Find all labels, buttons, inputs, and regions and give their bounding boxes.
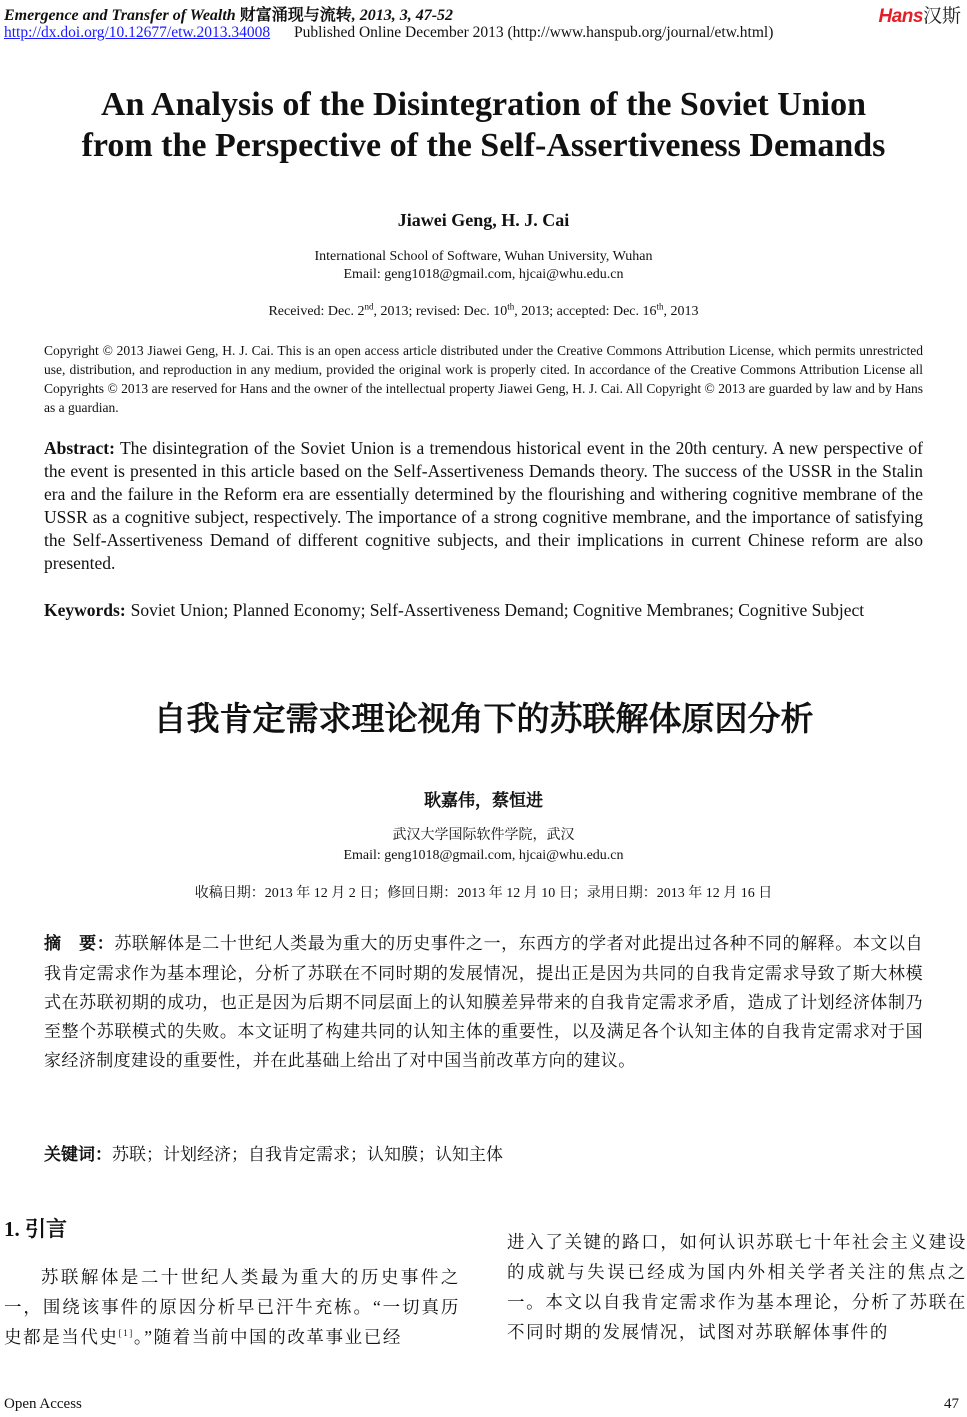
section-title: 引言: [25, 1217, 67, 1241]
authors-cn: 耿嘉伟，蔡恒进: [424, 791, 543, 810]
revised-date: , 2013; revised: Dec. 10: [373, 304, 508, 319]
affiliation-cn: 武汉大学国际软件学院，武汉: [392, 828, 575, 843]
email-cn: Email: geng1018@gmail.com, hjcai@whu.edu.cn: [343, 848, 624, 863]
abstract-cn-label: 摘 要：: [44, 934, 115, 954]
doi-link[interactable]: http://dx.doi.org/10.12677/etw.2013.34008: [4, 24, 271, 41]
accepted-sup: th: [656, 301, 664, 312]
keywords-cn-text: 苏联；计划经济；自我肯定需求；认知膜；认知主体: [112, 1145, 503, 1164]
affiliation-en-block: [0, 248, 967, 284]
copyright-notice: Copyright © 2013 Jiawei Geng, H. J. Cai. This is an open access article distributed under the Creative Commons Attribution License, which permits unrestricted use, distribution, and reproduction in any medium, provided the original work is properly cited. In accordance of the Creative Commons Attribution License all Copyrights © 2013 are reserved for Hans and the owner of the intellectual property Jiawei Geng, H. J. Cai. All Copyright © 2013 are guarded by law and by Hans as a guardian.: [44, 343, 923, 415]
affiliation-cn-block: [0, 826, 967, 866]
received-date: Received: Dec. 2: [268, 304, 365, 319]
journal-citation: , 2013, 3, 47-52: [351, 7, 454, 24]
abstract-en: [44, 437, 923, 575]
paper-title-cn: 自我肯定需求理论视角下的苏联解体原因分析: [153, 699, 814, 738]
keywords-en-text: Soviet Union; Planned Economy; Self-Assertiveness Demand; Cognitive Membranes; Cognitive Subject: [130, 600, 865, 620]
logo-cn: 汉斯: [922, 6, 961, 27]
section-number: 1.: [4, 1217, 25, 1241]
published-online: Published Online December 2013 (http://www.hanspub.org/journal/etw.html): [293, 24, 774, 41]
title-en-line-2: from the Perspective of the Self-Assertiveness Demands: [81, 127, 886, 164]
journal-header: [4, 2, 453, 25]
accepted-year: , 2013: [663, 304, 699, 319]
body-text-left-2: 。”随着当前中国的改革事业已经: [133, 1327, 402, 1347]
journal-name-en: Emergence and Transfer of Wealth: [4, 7, 236, 24]
dates-cn: 收稿日期：2013 年 12 月 2 日；修回日期：2013 年 12 月 10 日；录用日期：2013 年 12 月 16 日: [194, 886, 773, 901]
abstract-cn-text: 苏联解体是二十世纪人类最为重大的历史事件之一，东西方的学者对此提出过各种不同的解释。本文以自我肯定需求作为基本理论，分析了苏联在不同时期的发展情况，提出正是因为共同的自我肯定需求导致了斯大林模式在苏联初期的成功，也正是因为后期不同层面上的认知膜差异带来的自我肯定需求矛盾，造成了计划经济体制乃至整个苏联模式的失败。本文证明了构建共同的认知主体的重要性，以及满足各个认知主体的自我肯定需求对于国家经济制度建设的重要性，并在此基础上给出了对中国当前改革方向的建议。: [44, 934, 923, 1070]
affiliation-en: International School of Software, Wuhan University, Wuhan: [314, 249, 653, 264]
page-number: 47: [944, 1396, 959, 1412]
abstract-cn: [44, 929, 923, 1075]
keywords-en: [44, 599, 923, 622]
journal-name-cn: 财富涌现与流转: [239, 7, 352, 24]
received-sup: nd: [364, 301, 374, 312]
paper-title-en: [0, 84, 967, 166]
keywords-cn: [44, 1140, 923, 1165]
body-text-left-1: 苏联解体是二十世纪人类最为重大的历史事件之一，围绕该事件的原因分析早已汗牛充栋。“一切真历史都是当代史: [4, 1267, 460, 1347]
email-en: Email: geng1018@gmail.com, hjcai@whu.edu.cn: [343, 267, 624, 282]
publication-line: [4, 24, 773, 42]
authors-en: Jiawei Geng, H. J. Cai: [397, 210, 570, 230]
accepted-date: , 2013; accepted: Dec. 16: [514, 304, 657, 319]
body-column-left: [4, 1262, 460, 1352]
citation-ref[interactable]: [1]: [118, 1328, 134, 1339]
revised-sup: th: [507, 301, 515, 312]
abstract-en-label: Abstract:: [44, 438, 115, 458]
dates-en: [0, 301, 967, 320]
publisher-logo: [879, 1, 961, 28]
logo-latin: Hans: [878, 6, 923, 27]
body-column-right: 进入了关键的路口，如何认识苏联七十年社会主义建设的成就与失误已经成为国内外相关学者关注的焦点之一。本文以自我肯定需求作为基本理论，分析了苏联在不同时期的发展情况，试图对苏联解体事件的: [507, 1232, 967, 1342]
footer-open-access: Open Access: [4, 1396, 82, 1412]
section-heading: [4, 1213, 67, 1243]
keywords-en-label: Keywords:: [44, 600, 126, 620]
keywords-cn-label: 关键词：: [44, 1145, 112, 1165]
title-en-line-1: An Analysis of the Disintegration of the Soviet Union: [100, 86, 867, 123]
abstract-en-text: The disintegration of the Soviet Union is a tremendous historical event in the 20th century. A new perspective of the event is presented in this article based on the Self-Assertiveness Demands theory. The success of the USSR in the Stalin era and the failure in the Reform era are essentially determined by the flourishing and withering cognitive membrane of the USSR as a cognitive subject, respectively. The importance of a strong cognitive membrane, and the importance of satisfying the Self-Assertiveness Demand of different cognitive subjects, and their implications in current Chinese reform are also presented.: [44, 438, 924, 573]
